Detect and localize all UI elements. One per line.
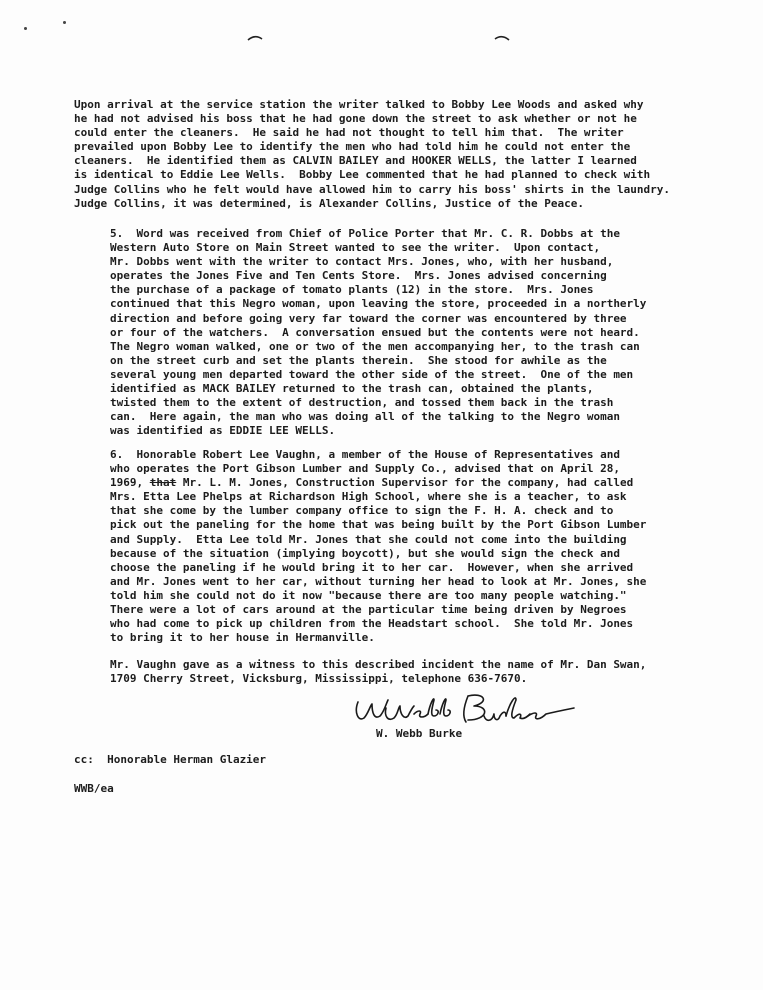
text-line: can. Here again, the man who was doing all of the talking to the Negro woman bbox=[110, 410, 620, 424]
text-line: prevailed upon Bobby Lee to identify the men who had told him he could not enter the bbox=[74, 140, 631, 154]
text-line: the purchase of a package of tomato plants (12) in the store. Mrs. Jones bbox=[110, 283, 594, 297]
text-line: direction and before going very far toward the corner was encountered by three bbox=[110, 311, 627, 325]
text-line: who operates the Port Gibson Lumber and Supply Co., advised that on April 28, bbox=[110, 462, 620, 476]
text-line: that she come by the lumber company office to sign the F. H. A. check and to bbox=[110, 504, 614, 518]
handwritten-signature bbox=[350, 690, 580, 730]
text-line: cleaners. He identified them as CALVIN BAILEY and HOOKER WELLS, the latter I learned bbox=[74, 154, 637, 168]
text-line: or four of the watchers. A conversation ensued but the contents were not heard. bbox=[110, 325, 640, 339]
text-line: Judge Collins who he felt would have allowed him to carry his boss' shirts in the laundry. bbox=[74, 182, 671, 196]
scan-speck bbox=[63, 21, 66, 24]
paragraph-5 bbox=[110, 227, 646, 438]
text-line: 1709 Cherry Street, Vicksburg, Mississippi, telephone 636-7670. bbox=[110, 672, 528, 686]
paragraph-witness bbox=[110, 658, 646, 686]
text-line: is identical to Eddie Lee Wells. Bobby Lee commented that he had planned to check with bbox=[74, 168, 651, 182]
text-line: 6. Honorable Robert Lee Vaughn, a member of the House of Representatives and bbox=[110, 448, 620, 461]
text-line: twisted them to the extent of destruction, and tossed them back in the trash bbox=[110, 396, 614, 410]
text-line: Upon arrival at the service station the writer talked to Bobby Lee Woods and asked why bbox=[74, 98, 644, 111]
text-line: continued that this Negro woman, upon leaving the store, proceeded in a northerly bbox=[110, 297, 647, 311]
text-line: he had not advised his boss that he had gone down the street to ask whether or not he bbox=[74, 112, 637, 126]
text-line: was identified as EDDIE LEE WELLS. bbox=[110, 424, 336, 438]
text-line: several young men departed toward the other side of the street. One of the men bbox=[110, 367, 634, 381]
text-line: Mrs. Etta Lee Phelps at Richardson High School, where she is a teacher, to ask bbox=[110, 490, 627, 504]
signer-name: W. Webb Burke bbox=[376, 727, 463, 740]
cc-line: cc: Honorable Herman Glazier bbox=[74, 753, 267, 766]
text-fragment: Mr. L. M. Jones, Construction Supervisor for the company, had called bbox=[176, 476, 634, 490]
struck-word: that bbox=[149, 476, 177, 490]
text-line bbox=[110, 476, 646, 490]
text-line: identified as MACK BAILEY returned to the trash can, obtained the plants, bbox=[110, 382, 594, 396]
text-line: Western Auto Store on Main Street wanted to see the writer. Upon contact, bbox=[110, 241, 601, 255]
text-line: and Supply. Etta Lee told Mr. Jones that she could not come into the building bbox=[110, 532, 627, 546]
text-line: told him she could not do it now "because there are too many people watching." bbox=[110, 588, 627, 602]
text-line: on the street curb and set the plants therein. She stood for awhile as the bbox=[110, 353, 607, 367]
text-line: 5. Word was received from Chief of Police Porter that Mr. C. R. Dobbs at the bbox=[110, 227, 620, 240]
text-line: Mr. Vaughn gave as a witness to this described incident the name of Mr. Dan Swan, bbox=[110, 658, 647, 671]
reference-initials: WWB/ea bbox=[74, 782, 114, 795]
text-line: to bring it to her house in Hermanville. bbox=[110, 631, 375, 645]
paragraph-intro bbox=[74, 98, 670, 211]
text-line: could enter the cleaners. He said he had not thought to tell him that. The writer bbox=[74, 126, 624, 140]
scan-mark-right bbox=[494, 34, 510, 42]
scan-speck bbox=[24, 27, 27, 30]
text-line: Judge Collins, it was determined, is Alexander Collins, Justice of the Peace. bbox=[74, 196, 584, 210]
paragraph-6 bbox=[110, 448, 646, 645]
text-line: who had come to pick up children from the Headstart school. She told Mr. Jones bbox=[110, 617, 634, 631]
text-line: because of the situation (implying boycott), but she would sign the check and bbox=[110, 546, 620, 560]
text-line: Mr. Dobbs went with the writer to contact Mrs. Jones, who, with her husband, bbox=[110, 255, 614, 269]
text-line: There were a lot of cars around at the particular time being driven by Negroes bbox=[110, 603, 627, 617]
text-line: operates the Jones Five and Ten Cents Store. Mrs. Jones advised concerning bbox=[110, 269, 607, 283]
text-line: pick out the paneling for the home that was being built by the Port Gibson Lumber bbox=[110, 518, 647, 532]
text-line: The Negro woman walked, one or two of the men accompanying her, to the trash can bbox=[110, 339, 640, 353]
scan-mark-left bbox=[247, 34, 263, 42]
text-line: choose the paneling if he would bring it to her car. However, when she arrived bbox=[110, 560, 634, 574]
text-fragment: 1969, bbox=[110, 476, 150, 490]
text-line: and Mr. Jones went to her car, without turning her head to look at Mr. Jones, she bbox=[110, 574, 647, 588]
